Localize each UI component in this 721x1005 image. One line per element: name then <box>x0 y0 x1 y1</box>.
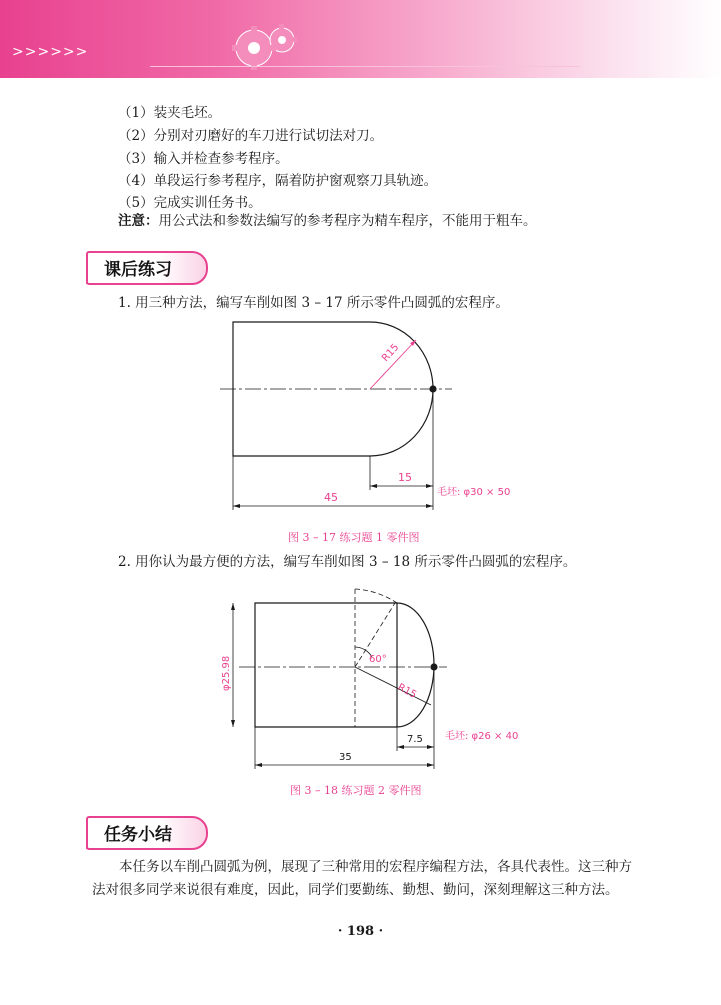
dim-7-5: 7.5 <box>407 734 423 745</box>
dim-35: 35 <box>339 752 352 763</box>
note-text: 用公式法和参数法编写的参考程序为精车程序，不能用于粗车。 <box>158 213 537 229</box>
exercise-2-text: 2. 用你认为最方便的方法，编写车削如图 3 – 18 所示零件凸圆弧的宏程序。 <box>118 554 577 570</box>
section-title: 任务小结 <box>104 825 172 845</box>
figure-3-18 <box>205 585 535 775</box>
diameter-label: φ25.98 <box>221 655 232 691</box>
header-arrows: >>>>>> <box>12 44 89 60</box>
figure-3-18-caption: 图 3 – 18 练习题 2 零件图 <box>290 784 422 797</box>
figure-3-17 <box>190 318 530 518</box>
step-2: （2）分别对刃磨好的车刀进行试切法对刀。 <box>118 128 384 144</box>
section-heading-summary <box>86 816 214 848</box>
section-rule <box>86 848 176 849</box>
section-heading-exercises <box>86 251 214 283</box>
arc-endpoint <box>429 385 436 392</box>
blank-size-label: 毛坯: φ30 × 50 <box>437 487 511 498</box>
page-number: · 198 · <box>337 924 384 939</box>
step-1: （1）装夹毛坯。 <box>118 105 222 121</box>
summary-paragraph: 本任务以车削凸圆弧为例，展现了三种常用的宏程序编程方法，各具代表性。这三种方法对很多同学来说很有难度，因此，同学们要勤练、勤想、勤问，深刻理解这三种方法。 <box>92 859 632 898</box>
angle-label: 60° <box>369 654 387 665</box>
step-5: （5）完成实训任务书。 <box>118 195 262 211</box>
figure-3-17-caption: 图 3 – 17 练习题 1 零件图 <box>288 531 420 544</box>
note-label: 注意： <box>118 213 159 229</box>
section-title: 课后练习 <box>104 260 172 280</box>
exercise-1-text: 1. 用三种方法，编写车削如图 3 – 17 所示零件凸圆弧的宏程序。 <box>118 295 509 311</box>
step-3: （3）输入并检查参考程序。 <box>118 151 289 167</box>
radius-label: R15 <box>395 681 419 701</box>
blank-size-label: 毛坯: φ26 × 40 <box>445 731 519 742</box>
gear-icon <box>226 18 306 76</box>
arc-endpoint <box>430 663 437 670</box>
arc-extension <box>355 589 397 603</box>
dim-45: 45 <box>324 491 338 504</box>
note <box>118 212 537 230</box>
step-4: （4）单段运行参考程序，隔着防护窗观察刀具轨迹。 <box>118 173 438 189</box>
header-rule <box>150 66 580 67</box>
part-outline <box>255 603 434 727</box>
radius-label: R15 <box>380 342 402 365</box>
dim-15: 15 <box>398 471 412 484</box>
section-rule <box>86 283 176 284</box>
